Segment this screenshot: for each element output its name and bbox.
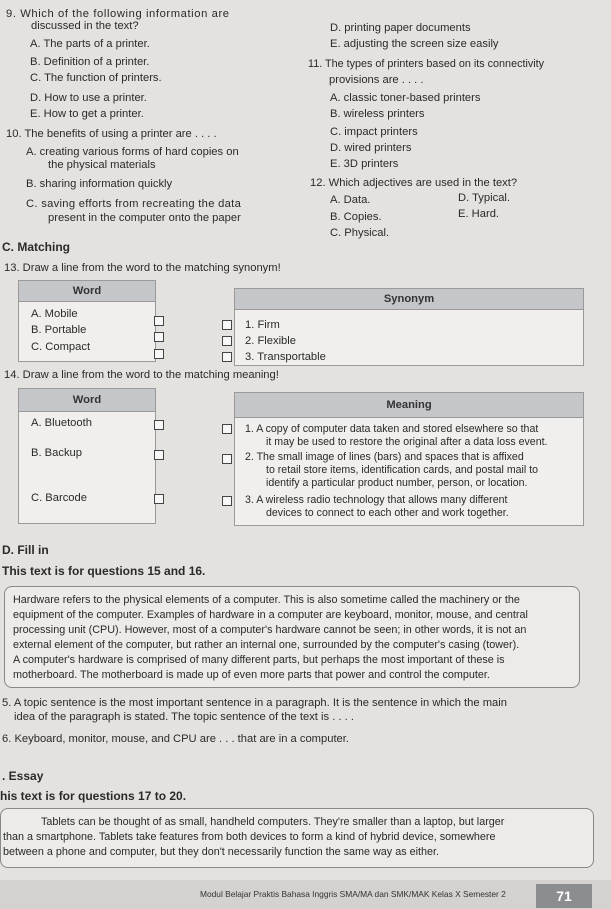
passage-2-line-2: than a smartphone. Tablets take features from both devices to form a kind of hybrid device, somewhere — [3, 831, 496, 843]
q10-option-c-line1: C. saving efforts from recreating the data — [26, 198, 242, 210]
q12-option-d: D. Typical. — [458, 192, 511, 204]
footer-text: Modul Belajar Praktis Bahasa Inggris SMA/MA dan SMK/MAK Kelas X Semester 2 — [200, 889, 506, 899]
fill-in-intro: This text is for questions 15 and 16. — [2, 564, 206, 578]
essay-intro: his text is for questions 17 to 20. — [0, 789, 187, 803]
q11-option-a: A. classic toner-based printers — [330, 92, 481, 104]
q14-meaning-header: Meaning — [235, 393, 583, 418]
q10-stem: 10. The benefits of using a printer are . . . . — [6, 128, 217, 140]
q11-stem-2: provisions are . . . . — [329, 74, 424, 86]
q10-option-a-line1: A. creating various forms of hard copies on — [26, 146, 239, 158]
passage-1-line-6: motherboard. The motherboard is made up of even more parts that power and control the computer. — [13, 669, 490, 681]
q15-line-2: idea of the paragraph is stated. The topic sentence of the text is . . . . — [14, 711, 354, 723]
q14-word-header: Word — [19, 389, 155, 412]
section-d-heading: D. Fill in — [2, 543, 49, 557]
passage-hardware — [4, 586, 580, 688]
q9-option-b: B. Definition of a printer. — [30, 56, 150, 68]
q14-word-b: B. Backup — [31, 447, 82, 459]
passage-tablets — [0, 808, 594, 868]
q14-word-a: A. Bluetooth — [31, 417, 92, 429]
q14-meaning-2-line2: to retail store items, identification cards, and postal mail to — [266, 464, 539, 476]
q15-line-1: 5. A topic sentence is the most important sentence in a paragraph. It is the sentence in which the main — [2, 697, 507, 709]
page-number: 71 — [536, 884, 592, 908]
q13-synonym-3: 3. Transportable — [245, 351, 326, 363]
passage-1-line-2: equipment of the computer. Examples of hardware in a computer are keyboard, monitor, mouse, and central — [13, 609, 528, 621]
q14-meaning-2-line1: 2. The small image of lines (bars) and spaces that is affixed — [245, 451, 524, 463]
q9-option-e: E. How to get a printer. — [30, 108, 144, 120]
passage-1-line-1: Hardware refers to the physical elements of a computer. This is also sometime called the machinery or the — [13, 594, 520, 606]
q14-meaning-2-line3: identify a particular product number, person, or location. — [266, 477, 528, 489]
q11-option-c: C. impact printers — [330, 126, 418, 138]
q12-option-e: E. Hard. — [458, 208, 500, 220]
passage-1-line-3: processing unit (CPU). However, most of a computer's hardware cannot be seen; in other words, it is not an — [13, 624, 527, 636]
q9-right-option-d: D. printing paper documents — [330, 22, 471, 34]
q14-meaning-1-line2: it may be used to restore the original after a data loss event. — [266, 436, 548, 448]
q13-word-a: A. Mobile — [31, 308, 78, 320]
q9-right-option-e: E. adjusting the screen size easily — [330, 38, 499, 50]
q9-option-c: C. The function of printers. — [30, 72, 162, 84]
q14-meaning-table — [234, 392, 584, 526]
q12-option-c: C. Physical. — [330, 227, 390, 239]
section-e-heading: . Essay — [2, 769, 44, 783]
q13-word-header: Word — [19, 281, 155, 302]
q12-option-a: A. Data. — [330, 194, 371, 206]
q14-meaning-3-line1: 3. A wireless radio technology that allows many different — [245, 494, 508, 506]
q9-option-a: A. The parts of a printer. — [30, 38, 150, 50]
section-c-heading: C. Matching — [2, 240, 70, 254]
q9-stem-2: discussed in the text? — [31, 20, 139, 32]
q11-stem-1: 11. The types of printers based on its connectivity — [308, 58, 545, 70]
q11-option-b: B. wireless printers — [330, 108, 425, 120]
q16: 6. Keyboard, monitor, mouse, and CPU are . . . that are in a computer. — [2, 733, 349, 745]
q12-stem: 12. Which adjectives are used in the text? — [310, 177, 518, 189]
passage-1-line-4: external element of the computer, but rather an internal one, surrounded by the computer's casing (tower). — [13, 639, 520, 651]
q13-word-b: B. Portable — [31, 324, 87, 336]
q10-option-b: B. sharing information quickly — [26, 178, 173, 190]
q10-option-c-line2: present in the computer onto the paper — [48, 212, 241, 224]
q13-synonym-2: 2. Flexible — [245, 335, 296, 347]
q14-word-c: C. Barcode — [31, 492, 87, 504]
q13-synonym-1: 1. Firm — [245, 319, 280, 331]
passage-2-line-3: between a phone and computer, but they don't necessarily function the same way as either. — [3, 846, 440, 858]
q13-synonym-table — [234, 288, 584, 366]
q11-option-d: D. wired printers — [330, 142, 412, 154]
q14-meaning-1-line1: 1. A copy of computer data taken and stored elsewhere so that — [245, 423, 539, 435]
q14-instruction: 14. Draw a line from the word to the matching meaning! — [4, 369, 279, 381]
passage-2-line-1: Tablets can be thought of as small, handheld computers. They're smaller than a laptop, but larger — [41, 816, 505, 828]
q13-word-c: C. Compact — [31, 341, 91, 353]
q13-word-table — [18, 280, 156, 362]
q14-word-table — [18, 388, 156, 524]
q13-synonym-header: Synonym — [235, 289, 583, 310]
q10-option-a-line2: the physical materials — [48, 159, 156, 171]
q9-stem-1: 9. Which of the following information are — [6, 8, 230, 20]
q13-instruction: 13. Draw a line from the word to the matching synonym! — [4, 262, 281, 274]
q12-option-b: B. Copies. — [330, 211, 382, 223]
q9-option-d: D. How to use a printer. — [30, 92, 147, 104]
passage-1-line-5: A computer's hardware is comprised of many different parts, but perhaps the most important of these is — [13, 654, 505, 666]
q11-option-e: E. 3D printers — [330, 158, 399, 170]
q14-meaning-3-line2: devices to connect to each other and work together. — [266, 507, 509, 519]
